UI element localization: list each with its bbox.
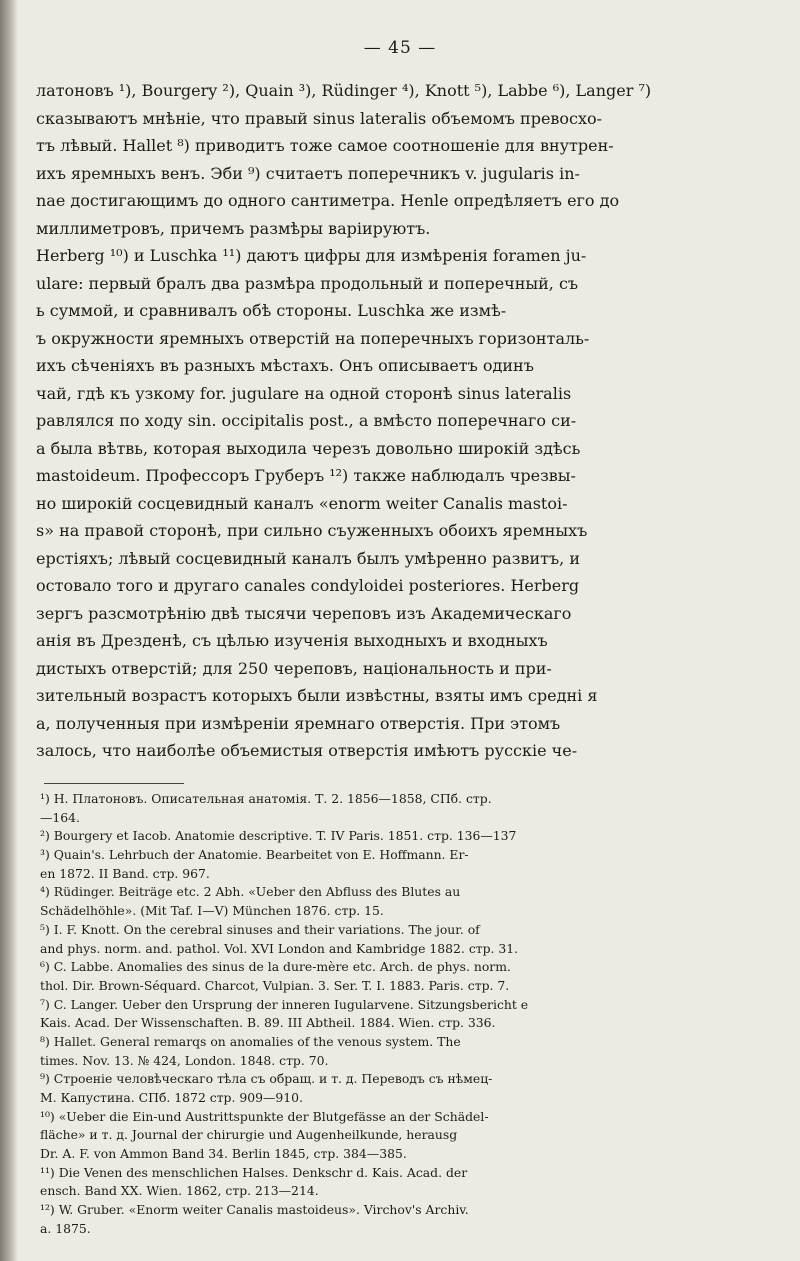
footnote-line: fläche» и т. д. Journal der chirurgie und Augenheilkunde, herausg — [40, 1127, 458, 1143]
footnote-line: ⁴) Rüdinger. Beiträge etc. 2 Abh. «Ueber den Abfluss des Blutes au — [40, 884, 461, 900]
body-line: дистыхъ отверстій; для 250 череповъ, національность и при- — [36, 658, 552, 678]
footnote-line: Schädelhöhle». (Mit Taf. I—V) München 1876. стр. 15. — [40, 903, 384, 919]
footnote-line: thol. Dir. Brown-Séquard. Charcot, Vulpian. 3. Ser. T. I. 1883. Paris. стр. 7. — [40, 977, 510, 993]
footnotes — [40, 790, 788, 1239]
footnote-separator — [44, 783, 184, 784]
footnote-line: ¹¹) Die Venen des menschlichen Halses. Denkschr d. Kais. Acad. der — [40, 1164, 468, 1180]
footnote-line: ⁹) Строеніе человѣческаго тѣла съ обращ. и т. д. Переводъ съ нѣмец- — [40, 1071, 493, 1087]
footnote-line: ⁶) C. Labbe. Anomalies des sinus de la dure-mère etc. Arch. de phys. norm. — [40, 959, 511, 975]
footnote-line: ¹) Н. Платоновъ. Описательная анатомія. Т. 2. 1856—1858, СПб. стр. — [40, 791, 492, 806]
body-line: зергъ разсмотрѣнію двѣ тысячи череповъ изъ Академическаго — [36, 603, 572, 623]
page-binding-edge — [0, 0, 18, 1261]
footnote-line: ⁵) I. F. Knott. On the cerebral sinuses and their variations. The jour. of — [40, 921, 480, 937]
footnote-line: Kais. Acad. Der Wissenschaften. B. 89. III Abtheil. 1884. Wien. стр. 336. — [40, 1015, 496, 1031]
body-line: чай, гдѣ къ узкому for. jugulare на одной сторонѣ sinus lateralis — [36, 383, 572, 403]
footnote-line: times. Nov. 13. № 424, London. 1848. стр. 70. — [40, 1052, 329, 1068]
body-line: ерстіяхъ; лѣвый сосцевидный каналъ былъ умѣренно развитъ, и — [36, 548, 580, 568]
body-line: а, полученныя при измѣреніи яремнаго отверстія. При этомъ — [36, 713, 561, 733]
footnote-line: ensch. Band XX. Wien. 1862, стр. 213—214. — [40, 1183, 319, 1199]
body-line: ихъ сѣченіяхъ въ разныхъ мѣстахъ. Онъ описываетъ одинъ — [36, 356, 534, 375]
body-line: зительный возрастъ которыхъ были извѣстны, взяты имъ средні я — [36, 686, 598, 705]
body-line: миллиметровъ, причемъ размѣры варіируютъ. — [36, 218, 431, 238]
body-line: mastoideum. Профессоръ Груберъ ¹²) также наблюдалъ чрезвы- — [36, 466, 576, 485]
body-text — [36, 77, 788, 765]
footnote-line: М. Капустина. СПб. 1872 стр. 909—910. — [40, 1090, 303, 1105]
body-line: анія въ Дрезденѣ, съ цѣлью изученія выходныхъ и входныхъ — [36, 631, 548, 650]
footnote-line: ³) Quain's. Lehrbuch der Anatomie. Bearbeitet von E. Hoffmann. Er- — [40, 847, 469, 863]
body-line: Herberg ¹⁰) и Luschka ¹¹) даютъ цифры для измѣренія foramen ju- — [36, 246, 587, 265]
footnote-line: ⁸) Hallet. General remarqs on anomalies of the venous system. The — [40, 1033, 461, 1049]
body-line: остовало того и другаго canales condyloidei posteriores. Herberg — [36, 576, 580, 595]
body-line: ь суммой, и сравнивалъ обѣ стороны. Luschka же измѣ- — [36, 301, 507, 320]
footnote-line: Dr. A. F. von Ammon Band 34. Berlin 1845, стр. 384—385. — [40, 1146, 407, 1162]
body-line: тъ лѣвый. Hallet ⁸) приводитъ тоже самое соотношеніе для внутрен- — [36, 136, 614, 155]
footnote-line: a. 1875. — [40, 1220, 91, 1236]
body-line: латоновъ ¹), Bourgery ²), Quain ³), Rüdinger ⁴), Knott ⁵), Labbe ⁶), Langer ⁷) — [36, 81, 652, 100]
footnote-line: —164. — [40, 809, 80, 825]
body-line: но широкій сосцевидный каналъ «enorm weiter Canalis mastoi- — [36, 493, 568, 513]
body-line: равлялся по ходу sin. occipitalis post., а вмѣсто поперечнаго си- — [36, 411, 577, 430]
footnote-line: en 1872. II Band. стр. 967. — [40, 865, 210, 881]
body-line: а была вѣтвь, которая выходила черезъ довольно широкій здѣсь — [36, 438, 581, 458]
page-number: — 45 — — [363, 38, 437, 58]
body-line: nae достигающимъ до одного сантиметра. Henle опредѣляетъ его до — [36, 191, 620, 210]
footnote-line: and phys. norm. and. pathol. Vol. XVI London and Kambridge 1882. стр. 31. — [40, 940, 519, 956]
footnote-line: ⁷) C. Langer. Ueber den Ursprung der inneren Iugularvene. Sitzungsbericht e — [40, 996, 529, 1012]
body-line: ихъ яремныхъ венъ. Эби ⁹) считаетъ поперечникъ v. jugularis in- — [36, 163, 580, 183]
footnote-line: ¹⁰) «Ueber die Ein-und Austrittspunkte der Blutgefässe an der Schädel- — [40, 1108, 489, 1124]
body-line: залось, что наиболѣе объемистыя отверстія имѣютъ русскіе че- — [36, 741, 578, 760]
body-line: сказываютъ мнѣніе, что правый sinus lateralis объемомъ превосхо- — [36, 108, 603, 128]
body-line: s» на правой сторонѣ, при сильно съуженныхъ обоихъ яремныхъ — [36, 521, 588, 540]
footnote-line: ²) Bourgery et Iacob. Anatomie descriptive. T. IV Paris. 1851. стр. 136—137 — [40, 828, 517, 844]
footnote-line: ¹²) W. Gruber. «Enorm weiter Canalis mastoideus». Virchov's Archiv. — [40, 1202, 469, 1218]
body-line: ulare: первый бралъ два размѣра продольный и поперечный, съ — [36, 273, 579, 293]
body-line: ъ окружности яремныхъ отверстій на поперечныхъ горизонталь- — [36, 328, 590, 348]
